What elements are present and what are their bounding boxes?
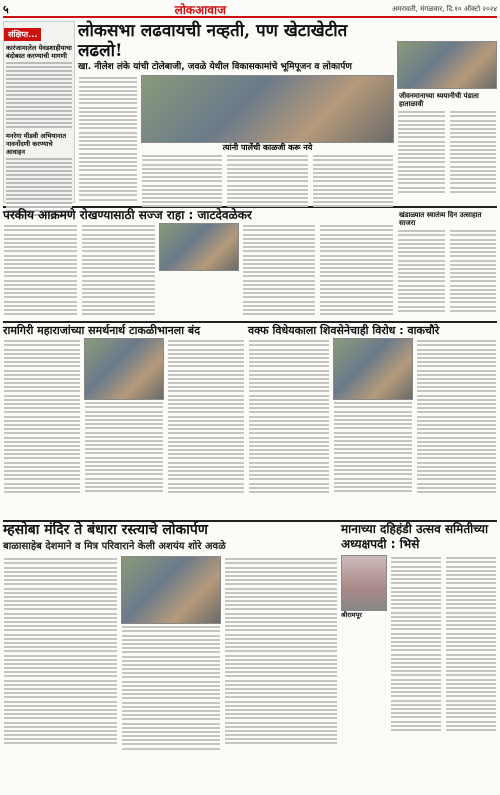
bottom-text xyxy=(3,556,118,752)
bottom-text xyxy=(224,556,339,752)
right-heading: जीवनमानाच्या ध्ययानीची पंडाता हाताळावी xyxy=(399,92,479,108)
masthead xyxy=(3,2,497,18)
right-text xyxy=(397,228,446,314)
right-text xyxy=(397,109,446,195)
brief-text xyxy=(6,62,72,128)
lower-left-headline: रामगिरी महाराजांच्या समर्थनार्थ टाकळीभानला बंद xyxy=(3,324,201,337)
right-text xyxy=(449,109,498,195)
lead-subhead: खा. नीलेश लंके यांची टोलेबाजी, जवळे येथील विकासकामांचे भूमिपूजन व लोकार्पण xyxy=(78,62,352,72)
lower-right-photo xyxy=(333,338,413,400)
lead-box-heading: त्यांनी पालेंची काळजी करू नये xyxy=(222,143,313,152)
middle-text xyxy=(81,223,156,317)
bottom-subheadline: बाळासाहेब देशमाने व मित्र परिवाराने केली अशयंय शोरे अवळे xyxy=(3,541,226,552)
right-heading: खंडाळ्यात स्वातंत्र्य दिन उत्साहात साजरा xyxy=(399,211,482,227)
brief-heading: मनरेगा मीडवी अभियानात नावनोंदणी करण्याचे आवाहन xyxy=(6,132,67,156)
lead-headline: लोकसभा लढवायची नव्हती, पण खेटाखेटीत लढलो! xyxy=(78,21,348,61)
lower-text xyxy=(3,338,81,495)
issue-date: अमरावती, मंगळवार, दि.१० ऑक्टो २०२४ xyxy=(391,4,497,13)
middle-text xyxy=(319,223,394,317)
lower-text xyxy=(248,338,330,495)
lead-text xyxy=(78,75,138,210)
newspaper-title: लोकआवाज xyxy=(174,2,226,17)
right-photo xyxy=(397,41,497,89)
middle-text xyxy=(242,223,317,317)
lower-text xyxy=(333,402,413,492)
lower-text xyxy=(84,402,164,492)
bottom-right-headline: मानाच्या दहिहंडी उत्सव समितीच्या अध्यक्षपदी : भिसे xyxy=(341,522,489,551)
bottom-photo xyxy=(121,556,221,624)
lead-photo xyxy=(141,75,394,143)
portrait-photo xyxy=(341,555,387,611)
lower-text xyxy=(167,338,245,495)
brief-heading: कारंजामालेल येवडशाहीयाचा बंदोबस्त करण्याची मागणी xyxy=(6,44,72,60)
page-number: ५ xyxy=(3,2,9,16)
lower-left-photo xyxy=(84,338,164,400)
bottom-headline: म्हसोबा मंदिर ते बंधारा रस्त्याचे लोकार्पण xyxy=(3,522,208,538)
briefs-tag: संक्षिप्त... xyxy=(4,28,41,41)
lead-text xyxy=(312,153,394,210)
lower-right-headline: वक्फ विधेयकाला शिवसेनेचाही विरोध : वाकचौरे xyxy=(248,324,440,337)
bottom-right-text xyxy=(390,555,442,733)
lead-text xyxy=(226,153,308,210)
right-text xyxy=(449,228,498,314)
bottom-text xyxy=(121,626,221,749)
middle-photo xyxy=(159,223,239,271)
bottom-right-text xyxy=(445,555,497,733)
middle-headline: परकीय आक्रमणे रोखण्यासाठी सज्ज राहा : जाटदेवळेकर xyxy=(3,208,252,222)
dateline: श्रीरामपूर xyxy=(341,611,362,619)
lower-text xyxy=(416,338,498,495)
briefs-sidebar xyxy=(3,21,75,203)
middle-text xyxy=(3,223,78,317)
lead-text xyxy=(141,153,223,210)
